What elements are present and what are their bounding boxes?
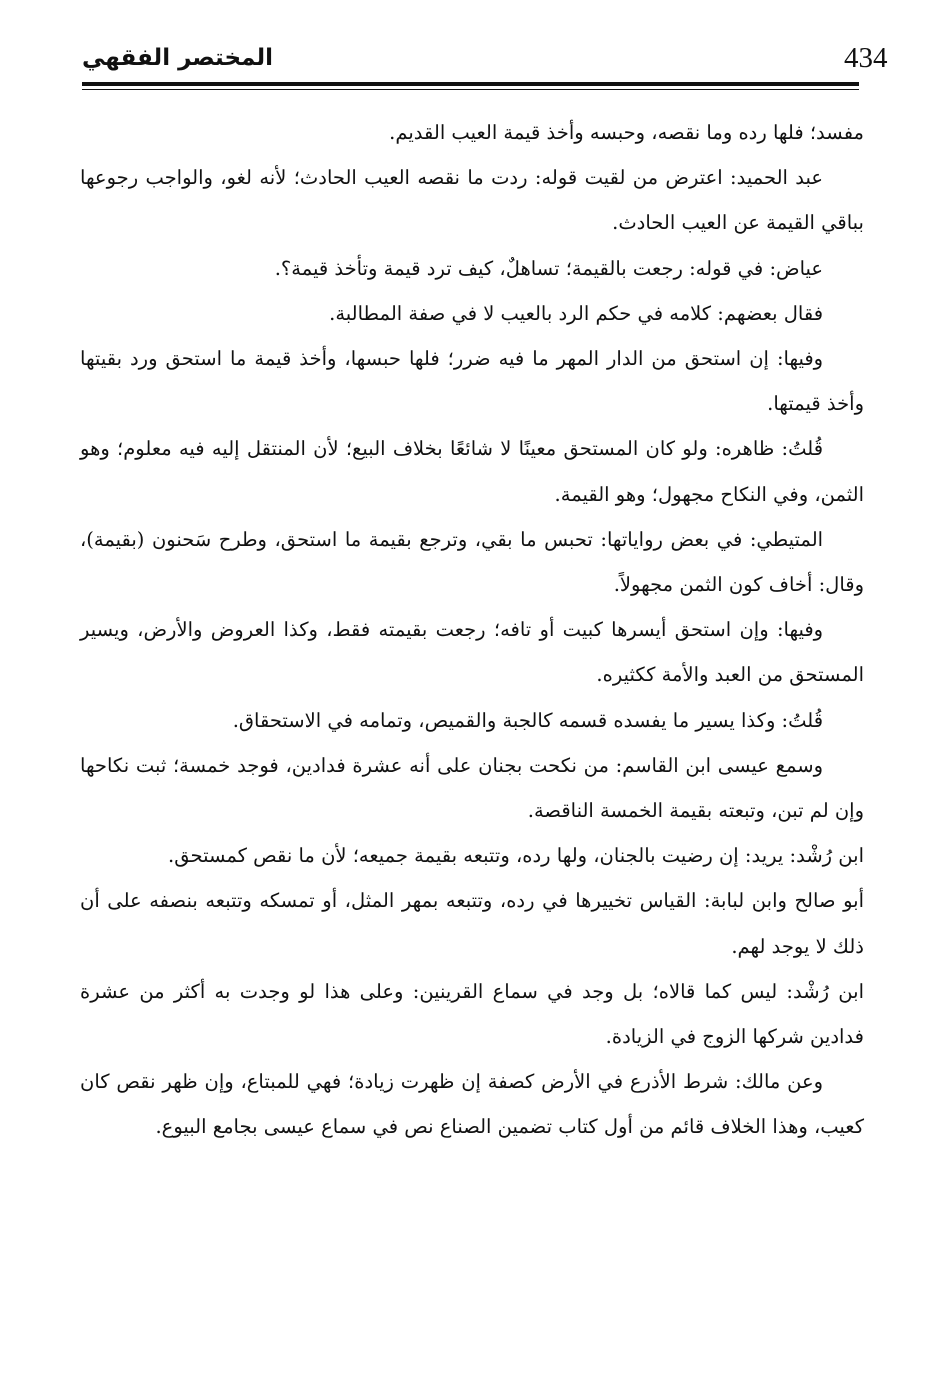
paragraph: أبو صالح وابن لبابة: القياس تخييرها في رده، وتتبعه بمهر المثل، أو تمسكه وتتبعه بنصفه على أن ذلك لا يوجد لهم. [80, 889, 864, 958]
paragraph: مفسد؛ فلها رده وما نقصه، وحبسه وأخذ قيمة العيب القديم. [389, 121, 864, 144]
header-rule-thin [82, 89, 859, 90]
paragraph: وفيها: وإن استحق أيسرها كبيت أو تافه؛ رجعت بقيمته فقط، وكذا العروض والأرض، ويسير المستحق من العبد والأمة ككثيره. [80, 618, 864, 687]
paragraph: قُلتُ: ظاهره: ولو كان المستحق معينًا لا شائعًا بخلاف البيع؛ لأن المنتقل إليه فيه معلوم؛ وهو الثمن، وفي النكاح مجهول؛ وهو القيمة. [80, 437, 864, 506]
paragraph: وسمع عيسى ابن القاسم: من نكحت بجنان على أنه عشرة فدادين، فوجد خمسة؛ ثبت نكاحها وإن لم تبن، وتبعته بقيمة الخمسة الناقصة. [80, 753, 864, 823]
paragraph: وفيها: إن استحق من الدار المهر ما فيه ضرر؛ فلها حبسها، وأخذ قيمة ما استحق ورد بقيتها وأخذ قيمتها. [80, 347, 864, 416]
paragraph: عبد الحميد: اعترض من لقيت قوله: ردت ما نقصه العيب الحادث؛ لأنه لغو، والواجب رجوعها بباقي القيمة عن العيب الحادث. [80, 166, 864, 235]
page-body [80, 110, 864, 1150]
page-number: 434 [844, 42, 888, 74]
paragraph: فقال بعضهم: كلامه في حكم الرد بالعيب لا في صفة المطالبة. [329, 301, 824, 325]
header-rule-thick [82, 82, 859, 86]
paragraph: عياض: في قوله: رجعت بالقيمة؛ تساهلٌ، كيف ترد قيمة وتأخذ قيمة؟. [274, 256, 824, 280]
page-header [82, 38, 888, 82]
paragraph: وعن مالك: شرط الأذرع في الأرض كصفة إن ظهرت زيادة؛ فهي للمبتاع، وإن ظهر نقص كان كعيب، وهذا الخلاف قائم من أول كتاب تضمين الصناع نص في سماع عيسى بجامع البيوع. [80, 1070, 864, 1139]
paragraph: ابن رُشْد: يريد: إن رضيت بالجنان، ولها رده، وتتبعه بقيمة جميعه؛ لأن ما نقص كمستحق. [168, 844, 864, 868]
running-title: المختصر الفقهي [82, 45, 273, 71]
paragraph: ابن رُشْد: ليس كما قالاه؛ بل وجد في سماع القرينين: وعلى هذا لو وجدت به أكثر من عشرة فدادين شركها الزوج في الزيادة. [80, 979, 864, 1049]
paragraph: المتيطي: في بعض رواياتها: تحبس ما بقي، وترجع بقيمة ما استحق، وطرح سَحنون (بقيمة)، وقال: أخاف كون الثمن مجهولاً. [80, 527, 864, 597]
paragraph: قُلتُ: وكذا يسير ما يفسده قسمه كالجبة والقميص، وتمامه في الاستحقاق. [232, 708, 824, 732]
